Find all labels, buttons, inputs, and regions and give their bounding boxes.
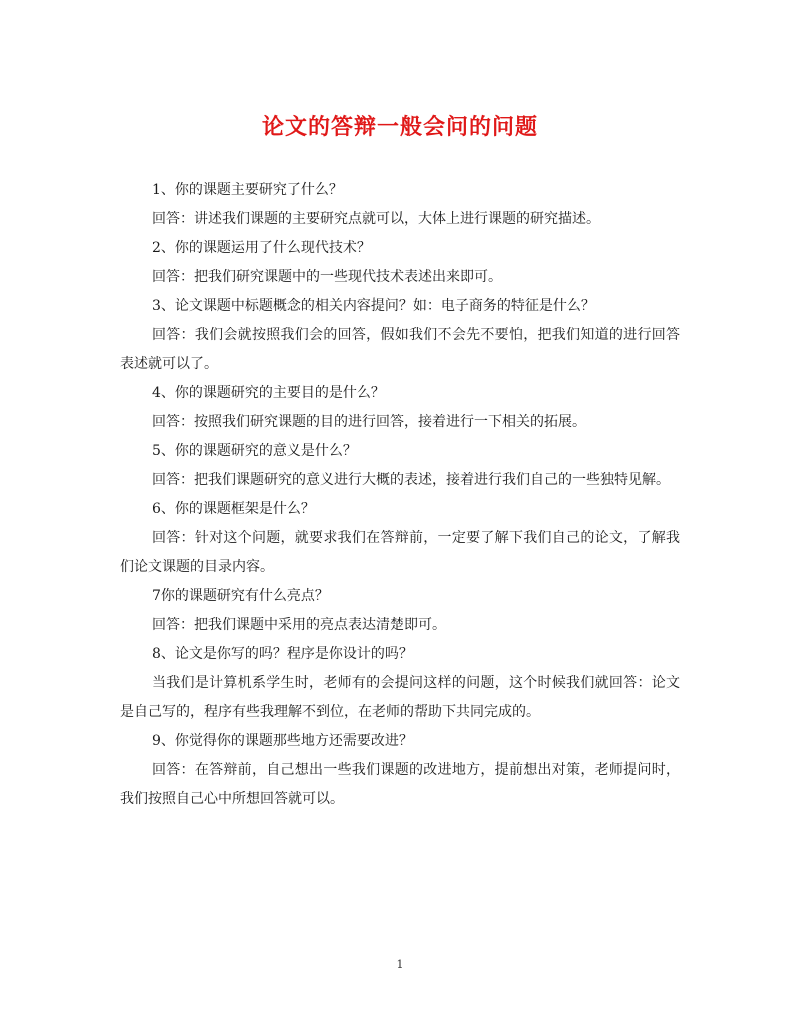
answer-5: 回答：把我们课题研究的意义进行大概的表述，接着进行我们自己的一些独特见解。 [152, 472, 670, 488]
answer-1: 回答：讲述我们课题的主要研究点就可以，大体上进行课题的研究描述。 [152, 211, 600, 227]
answer-7: 回答：把我们课题中采用的亮点表达清楚即可。 [152, 617, 446, 633]
answer-9: 回答：在答辩前，自己想出一些我们课题的改进地方，提前想出对策，老师提问时，我们按照自己心中所想回答就可以。 [120, 762, 680, 807]
question-6: 6、你的课题框架是什么？ [152, 501, 315, 517]
question-3: 3、论文课题中标题概念的相关内容提问？如：电子商务的特征是什么？ [152, 298, 595, 314]
answer-8: 当我们是计算机系学生时，老师有的会提问这样的问题，这个时候我们就回答：论文是自己写的，程序有些我理解不到位，在老师的帮助下共同完成的。 [120, 675, 680, 720]
answer-4: 回答：按照我们研究课题的目的进行回答，接着进行一下相关的拓展。 [152, 414, 586, 430]
page-number: 1 [396, 958, 404, 971]
question-1: 1、你的课题主要研究了什么？ [152, 182, 343, 198]
answer-6: 回答：针对这个问题，就要求我们在答辩前，一定要了解下我们自己的论文，了解我们论文课题的目录内容。 [120, 530, 680, 575]
question-5: 5、你的课题研究的意义是什么？ [152, 443, 357, 459]
answer-3: 回答：我们会就按照我们会的回答，假如我们不会先不要怕，把我们知道的进行回答表述就可以了。 [120, 327, 680, 372]
question-9: 9、你觉得你的课题那些地方还需要改进？ [152, 733, 413, 749]
question-2: 2、你的课题运用了什么现代技术？ [152, 240, 371, 256]
answer-2: 回答：把我们研究课题中的一些现代技术表述出来即可。 [152, 269, 502, 285]
question-4: 4、你的课题研究的主要目的是什么？ [152, 385, 385, 401]
question-7: 7你的课题研究有什么亮点？ [152, 588, 329, 604]
question-8: 8、论文是你写的吗？程序是你设计的吗？ [152, 646, 413, 662]
document-body [120, 176, 680, 814]
document-title: 论文的答辩一般会问的问题 [261, 114, 538, 140]
